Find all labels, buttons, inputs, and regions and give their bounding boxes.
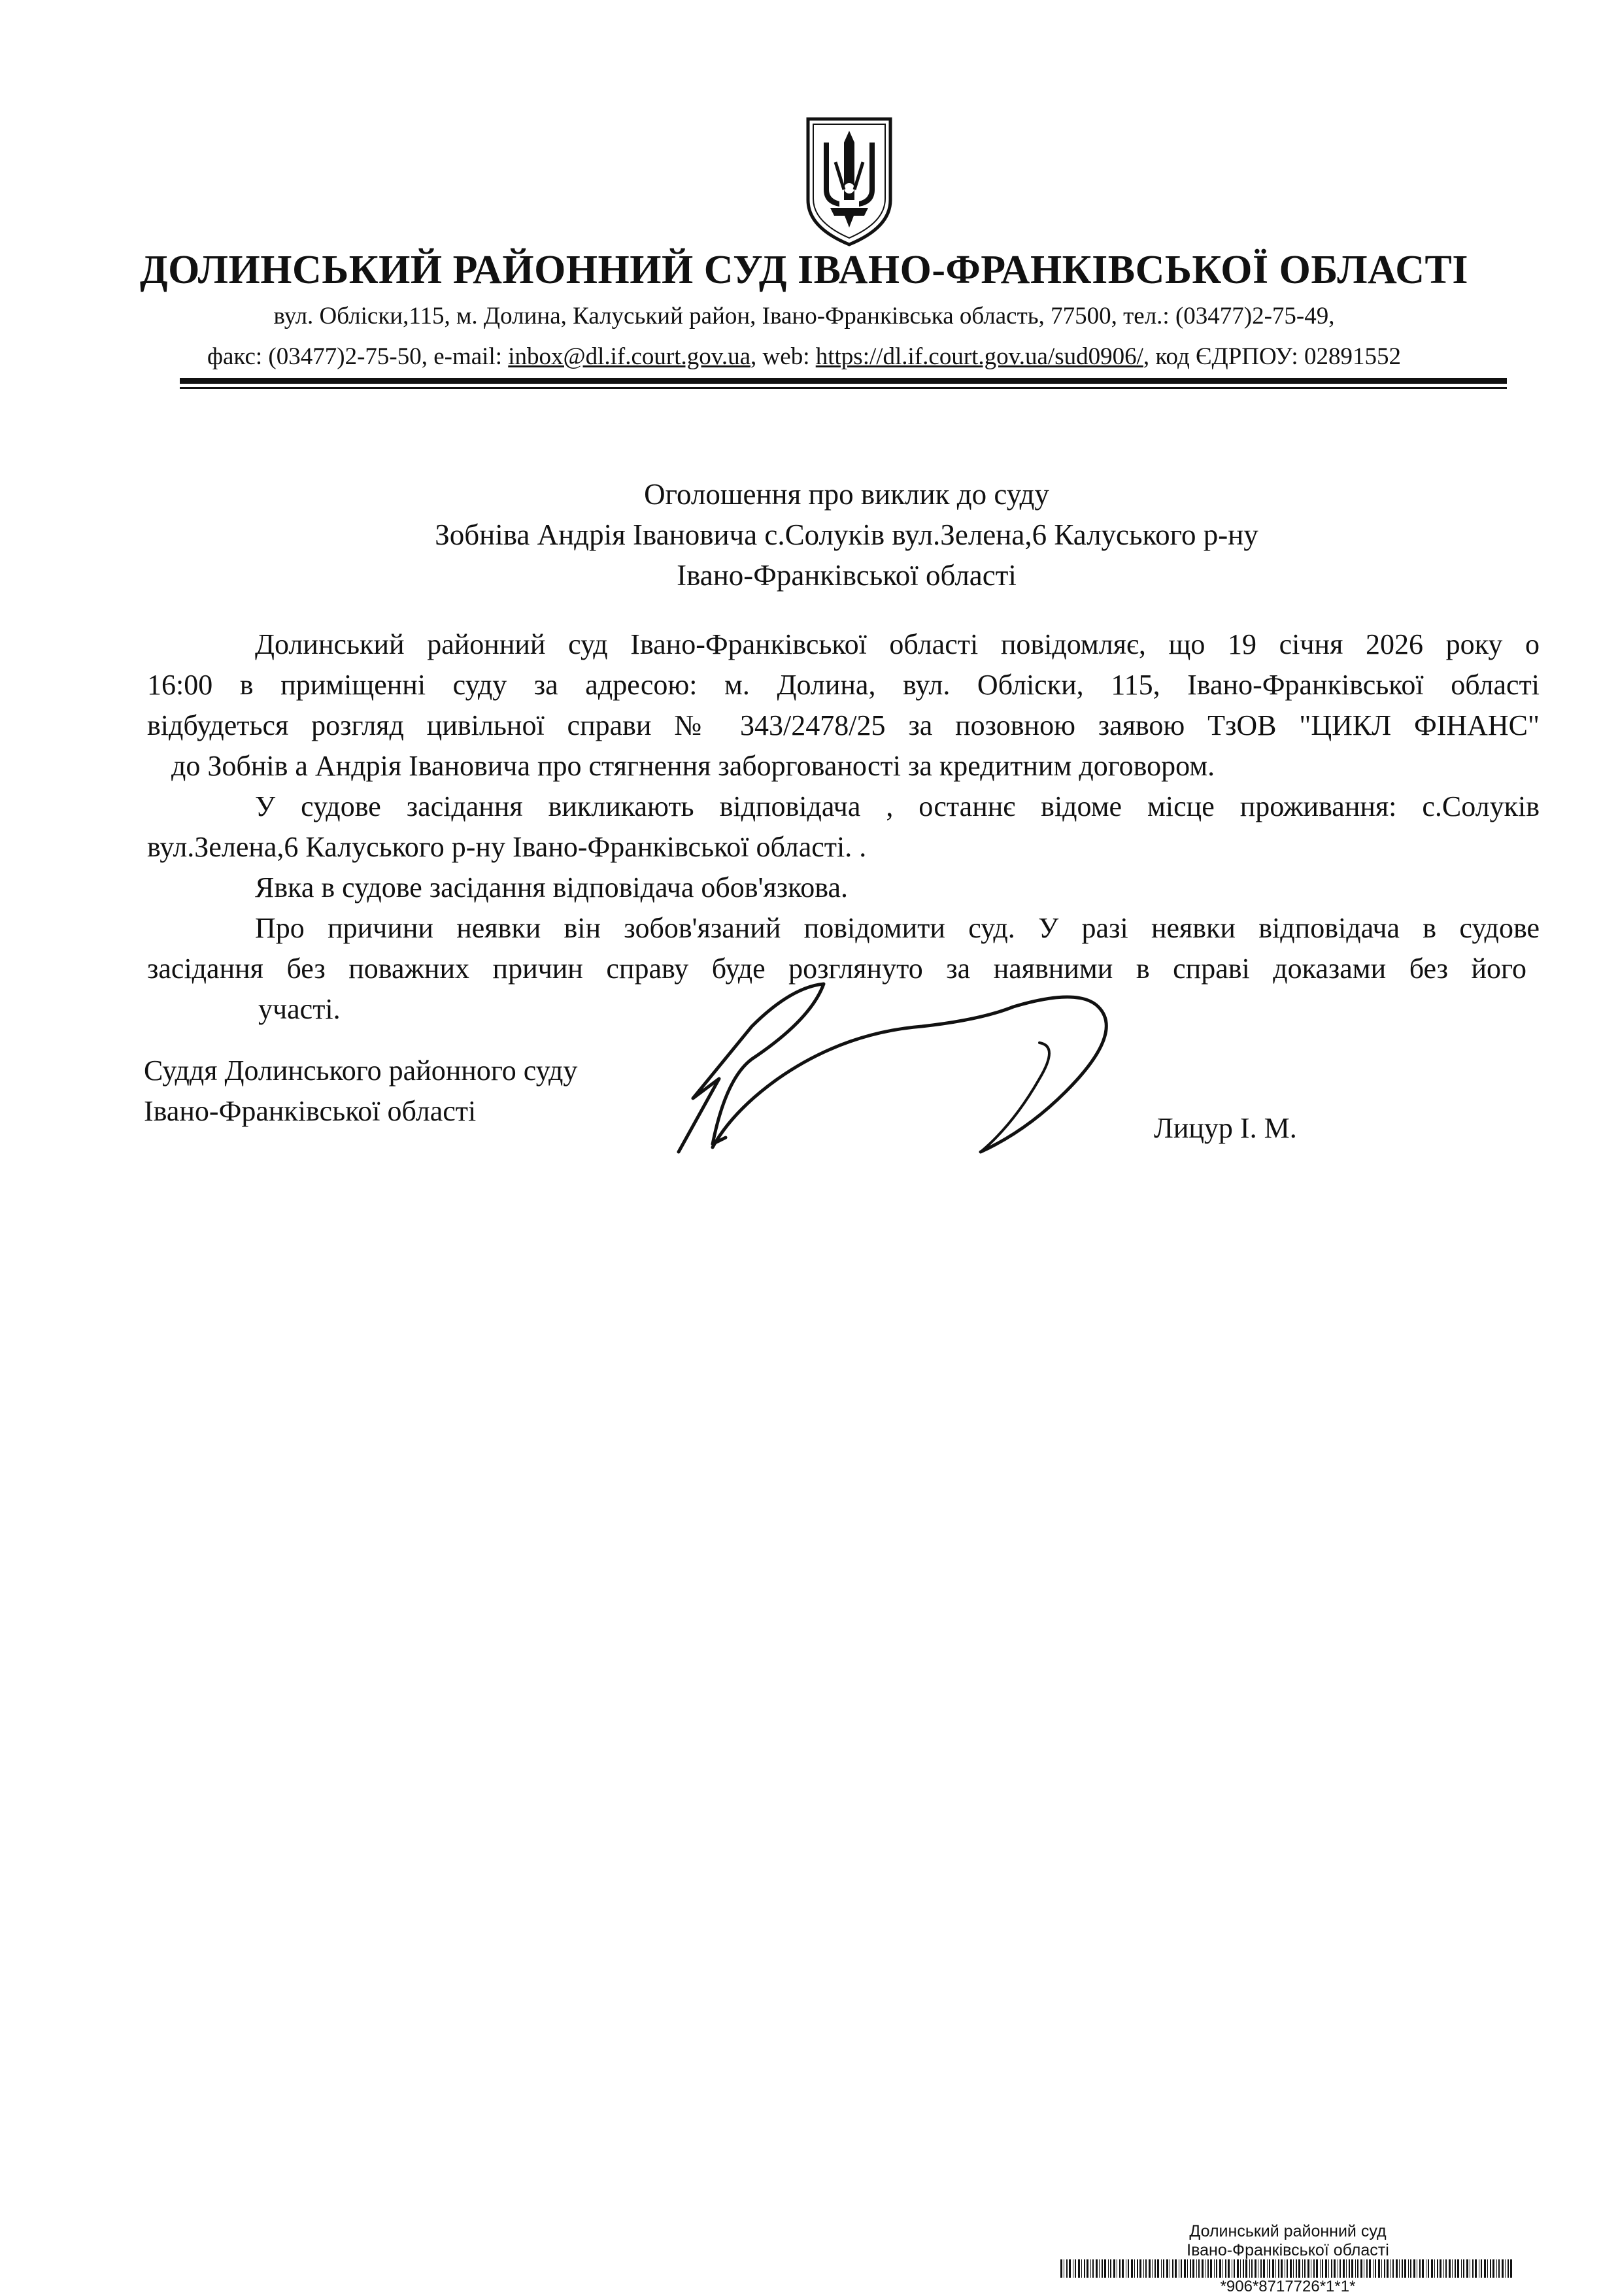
body-line: Долинський районний суд Івано-Франківської області повідомляє, що 19 січня 2026 року о xyxy=(255,628,1540,660)
body-line: У судове засідання викликають відповідача , останнє відоме місце проживання: с.Солуків xyxy=(255,790,1540,822)
notice-addressee: Зобніва Андрія Івановича с.Солуків вул.Зелена,6 Калуського р-ну xyxy=(435,518,1258,551)
coat-of-arms-icon xyxy=(804,116,894,247)
judge-name: Лицур І. М. xyxy=(1154,1112,1297,1144)
notice-title: Оголошення про виклик до суду xyxy=(644,478,1049,511)
judge-region: Івано-Франківської області xyxy=(144,1095,477,1127)
court-address: вул. Обліски,115, м. Долина, Калуський район, Івано-Франківська область, 77500, тел.: (03477)2-75-49, xyxy=(273,303,1335,329)
body-line: до Зобнів а Андрія Івановича про стягнення заборгованості за кредитним договором. xyxy=(171,750,1215,782)
edrpou-code: , код ЄДРПОУ: 02891552 xyxy=(1143,343,1401,370)
body-line: Про причини неявки він зобов'язаний повідомити суд. У разі неявки відповідача в судове xyxy=(255,912,1540,944)
body-line: Явка в судове засідання відповідача обов'язкова. xyxy=(255,871,848,903)
body-line: відбудеться розгляд цивільної справи № 343/2478/25 за позовною заявою ТзОВ "ЦИКЛ ФІНАНС" xyxy=(147,709,1540,741)
registry-stamp xyxy=(1059,2221,1517,2296)
notice-region: Івано-Франківської області xyxy=(677,559,1017,592)
website-link[interactable]: https://dl.if.court.gov.ua/sud0906/ xyxy=(815,343,1143,370)
header-divider-thin xyxy=(180,387,1507,389)
court-contacts xyxy=(131,343,1477,371)
web-label: , web: xyxy=(750,343,816,370)
body-line: засідання без поважних причин справу буде розглянуто за наявними в справі доказами без його xyxy=(147,953,1526,985)
barcode-icon xyxy=(1059,2259,1517,2278)
judge-title: Суддя Долинського районного суду xyxy=(144,1055,578,1087)
body-line: вул.Зелена,6 Калуського р-ну Івано-Франківської області. . xyxy=(147,831,867,863)
judge-signature-icon xyxy=(673,981,1131,1164)
barcode-number: *906*8717726*1*1* xyxy=(1220,2278,1356,2295)
fax-label: факс: (03477)2-75-50, e-mail: xyxy=(207,343,509,370)
body-line: участі. xyxy=(258,993,341,1025)
header-divider-thick xyxy=(180,378,1507,384)
body-line: 16:00 в приміщенні суду за адресою: м. Долина, вул. Обліски, 115, Івано-Франківської області xyxy=(147,669,1540,701)
stamp-region: Івано-Франківської області xyxy=(1187,2241,1389,2259)
stamp-court-name: Долинський районний суд xyxy=(1189,2222,1387,2240)
email-link[interactable]: inbox@dl.if.court.gov.ua xyxy=(508,343,751,370)
court-name-heading: ДОЛИНСЬКИЙ РАЙОННИЙ СУД ІВАНО-ФРАНКІВСЬКОЇ ОБЛАСТІ xyxy=(140,248,1468,292)
